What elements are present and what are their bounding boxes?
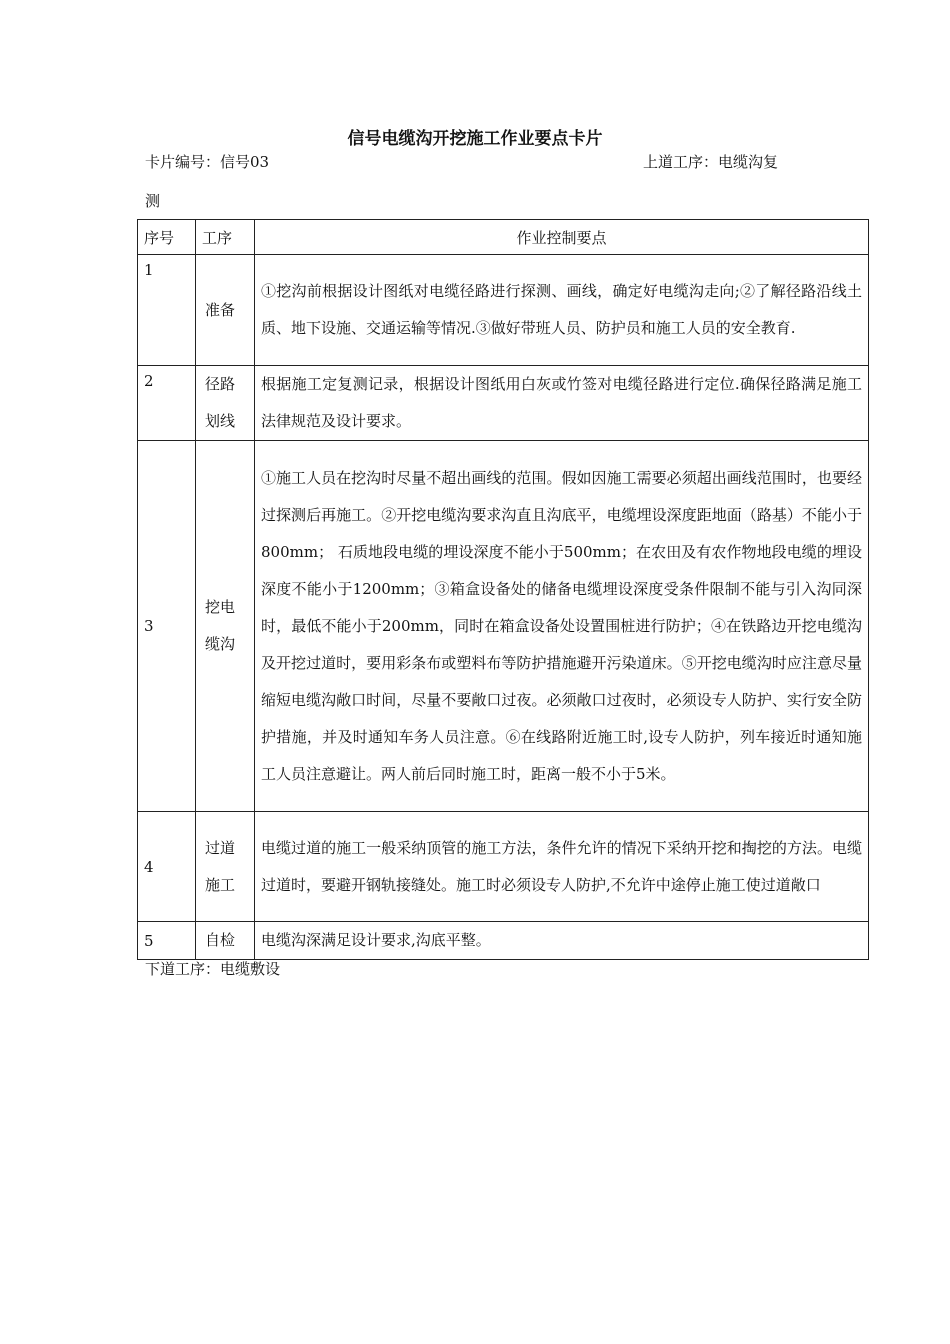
header-process: 工序 [196, 220, 255, 255]
row-content: 电缆过道的施工一般采纳顶管的施工方法，条件允许的情况下采纳开挖和掏挖的方法。电缆过道时，要避开钢轨接缝处。施工时必须设专人防护,不允许中途停止施工使过道敞口 [255, 812, 869, 922]
row-serial-no: 1 [138, 255, 196, 366]
row-content: 根据施工定复测记录，根据设计图纸用白灰或竹签对电缆径路进行定位.确保径路满足施工法律规范及设计要求。 [255, 366, 869, 441]
row-serial-no: 3 [138, 441, 196, 812]
table-row [138, 366, 869, 441]
table-header-row [138, 220, 869, 255]
table-row [138, 922, 869, 960]
previous-process-continued: 测 [145, 192, 161, 210]
card-number: 卡片编号：信号03 [145, 153, 270, 171]
row-process: 挖电缆沟 [196, 441, 255, 812]
row-process: 径路划线 [196, 366, 255, 441]
row-content: ①挖沟前根据设计图纸对电缆径路进行探测、画线，确定好电缆沟走向;②了解径路沿线土质、地下设施、交通运输等情况.③做好带班人员、防护员和施工人员的安全教育. [255, 255, 869, 366]
table-row [138, 255, 869, 366]
row-serial-no: 2 [138, 366, 196, 441]
row-content: ①施工人员在挖沟时尽量不超出画线的范围。假如因施工需要必须超出画线范围时，也要经过探测后再施工。②开挖电缆沟要求沟直且沟底平，电缆埋设深度距地面（路基）不能小于800mm； 石质地段电缆的埋设深度不能小于500mm；在农田及有农作物地段电缆的埋设深度不能小于1200mm；③箱盒设备处的储备电缆埋设深度受条件限制不能与引入沟同深时，最低不能小于200mm，同时在箱盒设备处设置围桩进行防护；④在铁路边开挖电缆沟及开挖过道时，要用彩条布或塑料布等防护措施避开污染道床。⑤开挖电缆沟时应注意尽量缩短电缆沟敞口时间，尽量不要敞口过夜。必须敞口过夜时，必须设专人防护、实行安全防护措施，并及时通知车务人员注意。⑥在线路附近施工时,设专人防护，列车接近时通知施工人员注意避让。两人前后同时施工时，距离一般不小于5米。 [255, 441, 869, 812]
table-row [138, 812, 869, 922]
header-control-points: 作业控制要点 [255, 220, 869, 255]
previous-process: 上道工序：电缆沟复 [643, 153, 779, 171]
row-content: 电缆沟深满足设计要求,沟底平整。 [255, 922, 869, 960]
row-serial-no: 5 [138, 922, 196, 960]
next-process: 下道工序：电缆敷设 [145, 960, 281, 978]
row-process: 准备 [196, 255, 255, 366]
row-process: 自检 [196, 922, 255, 960]
header-serial-no: 序号 [138, 220, 196, 255]
work-points-table [137, 219, 869, 960]
page-title: 信号电缆沟开挖施工作业要点卡片 [347, 129, 603, 149]
row-process: 过道施工 [196, 812, 255, 922]
table-row [138, 441, 869, 812]
row-serial-no: 4 [138, 812, 196, 922]
